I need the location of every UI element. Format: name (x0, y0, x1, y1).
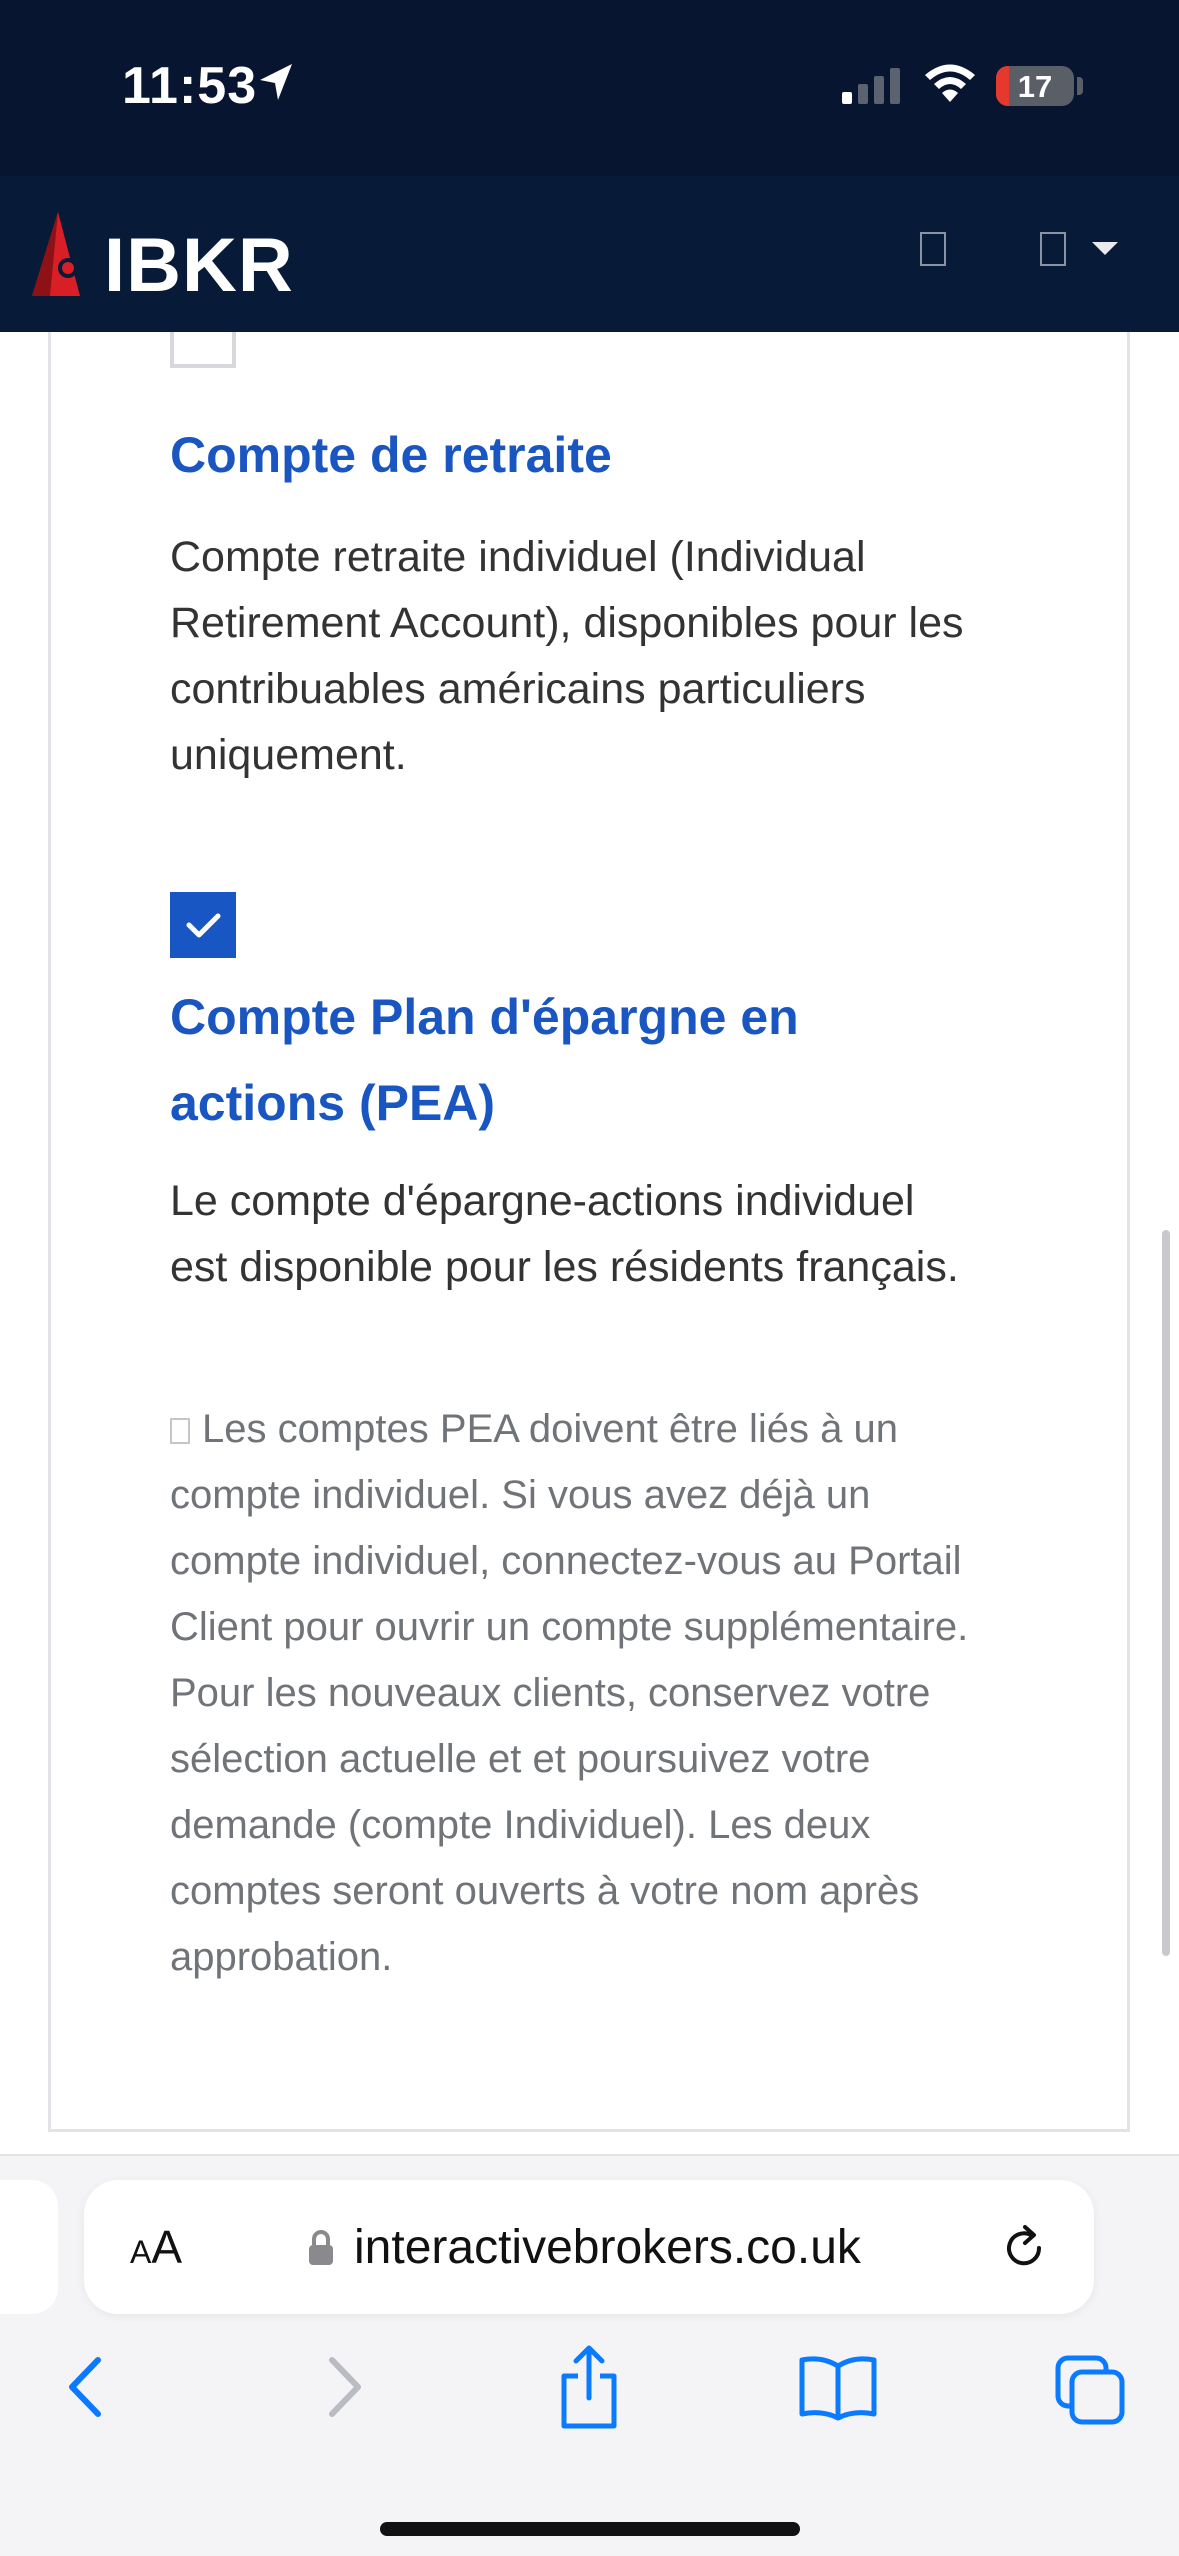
retirement-checkbox[interactable] (170, 332, 236, 368)
language-icon[interactable] (920, 232, 946, 266)
battery-level: 17 (1017, 69, 1053, 104)
lock-icon (306, 2228, 336, 2268)
checkmark-icon (170, 892, 236, 958)
retirement-description: Compte retraite individuel (Individual Retirement Account), disponibles pour les contribuables américains particuliers uniquement. (170, 533, 964, 779)
pea-title-line2[interactable]: actions (PEA) (170, 1075, 496, 1131)
reload-icon[interactable] (998, 2222, 1050, 2274)
logo-text: IBKR (104, 223, 294, 308)
pea-checkbox[interactable] (170, 892, 236, 958)
status-time: 11:53 (122, 57, 258, 115)
share-icon[interactable] (554, 2342, 624, 2432)
site-header (0, 176, 1179, 332)
home-indicator[interactable] (380, 2522, 800, 2536)
cellular-signal-icon (842, 66, 902, 106)
pea-description: Le compte d'épargne-actions individuel est disponible pour les résidents français. (170, 1177, 959, 1291)
tabs-icon[interactable] (1052, 2352, 1128, 2428)
forward-icon[interactable] (318, 2352, 368, 2422)
pea-note-text: Les comptes PEA doivent être liés à un compte individuel. Si vous avez déjà un compte individuel, connectez-vous au Portail Client pour ouvrir un compte supplémentaire. Pour les nouveaux clients, conservez votre sélection actuelle et et poursuivez votre demande (compte Individuel). Les deux comptes seront ouverts à votre nom après approbation. (170, 1407, 969, 1979)
pea-title-line1[interactable]: Compte Plan d'épargne en (170, 989, 799, 1045)
chevron-down-icon[interactable] (1092, 242, 1118, 255)
battery-icon (996, 66, 1074, 106)
wifi-icon (922, 62, 978, 106)
retirement-title[interactable]: Compte de retraite (170, 427, 612, 483)
ibkr-logo-mark-icon (28, 206, 88, 306)
status-bar (0, 0, 1179, 176)
previous-tab-preview[interactable] (0, 2180, 58, 2314)
menu-icon[interactable] (1040, 232, 1066, 266)
battery-cap (1077, 77, 1083, 95)
safari-bottom-bar (0, 2154, 1179, 2556)
pea-note (170, 1396, 970, 1990)
back-icon[interactable] (62, 2352, 112, 2422)
account-type-content (0, 332, 1179, 2154)
url-text[interactable]: interactivebrokers.co.uk (354, 2221, 861, 2274)
text-size-button[interactable]: AA (130, 2221, 183, 2273)
bookmarks-icon[interactable] (796, 2352, 880, 2422)
info-icon (170, 1418, 190, 1444)
location-arrow-icon (256, 62, 296, 104)
scrollbar[interactable] (1162, 1230, 1170, 1956)
address-bar[interactable] (84, 2180, 1094, 2314)
